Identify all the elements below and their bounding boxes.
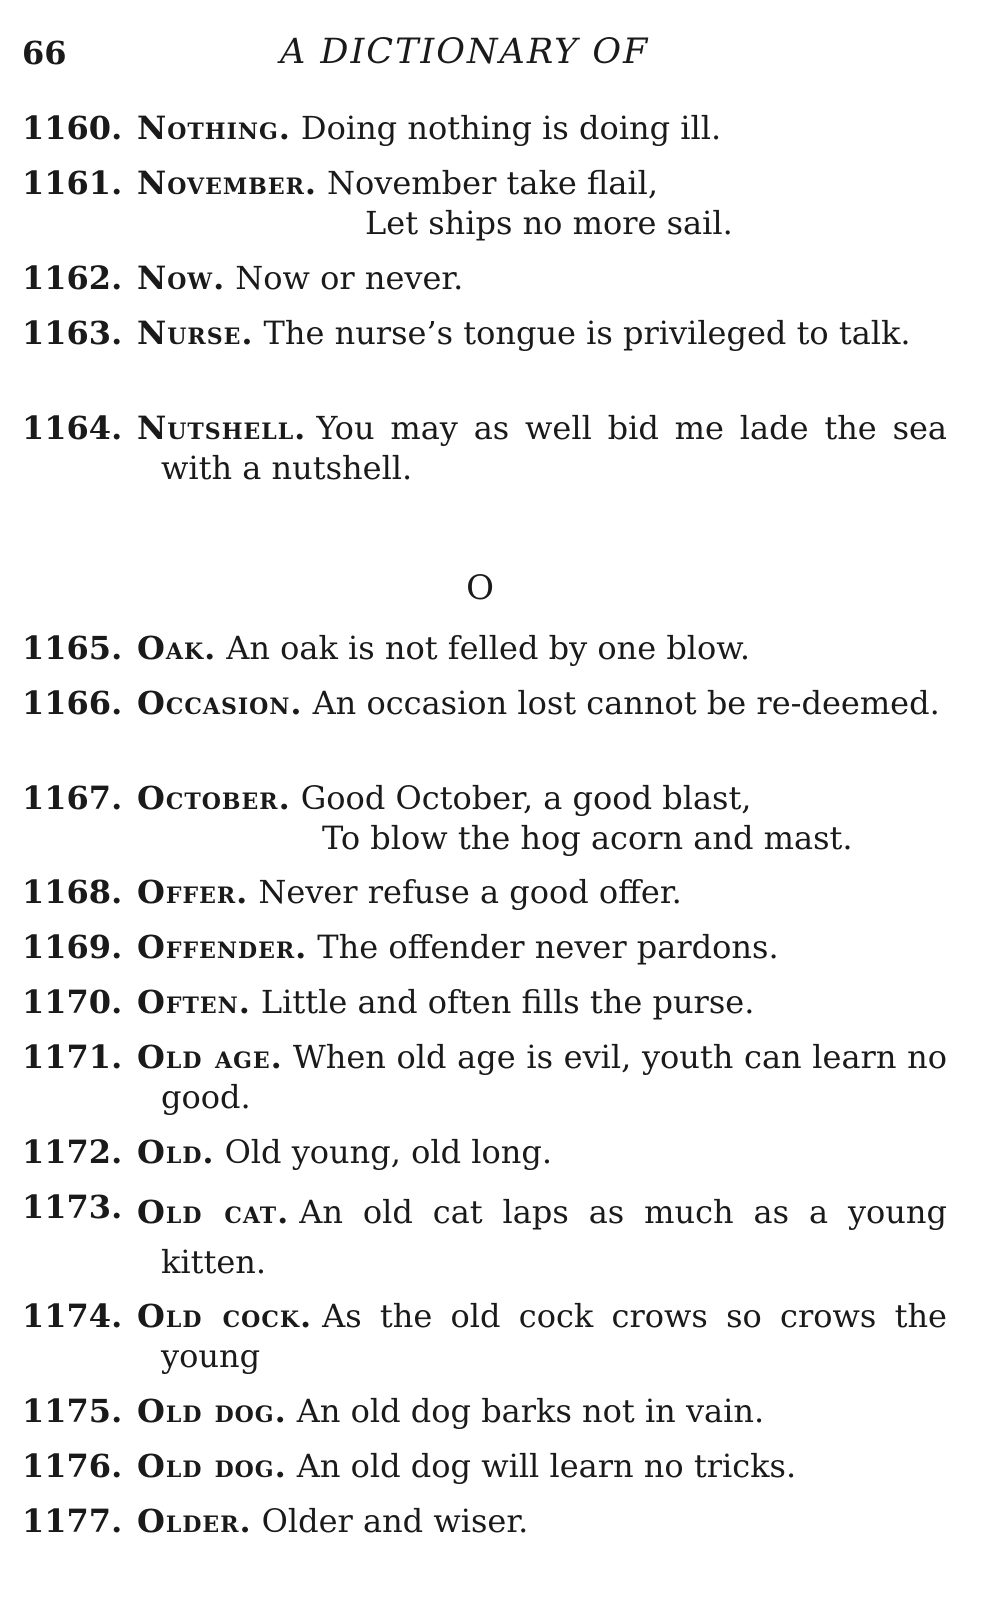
entry-text: When old age is evil, youth can learn no good.: [161, 1038, 947, 1116]
entry-text: The offender never pardons.: [317, 928, 779, 966]
entry-1166: [22, 683, 947, 723]
entry-text: Old young, old long.: [224, 1133, 552, 1171]
entry-text: An old dog will learn no tricks.: [296, 1447, 797, 1485]
entry-headword: Nutshell.: [137, 409, 307, 447]
entry-1174: [22, 1296, 947, 1376]
running-title: A DICTIONARY OF: [280, 32, 650, 72]
entry-number: 1162.: [22, 259, 123, 297]
entry-number: 1164.: [22, 409, 123, 447]
entry-number: 1169.: [22, 928, 123, 966]
entry-headword: Old cat.: [137, 1193, 290, 1231]
entry-1175: [22, 1391, 947, 1431]
entry-text: Little and often fills the purse.: [260, 983, 755, 1021]
entry-1172: [22, 1132, 947, 1172]
entry-number: 1165.: [22, 629, 123, 667]
section-letter-heading: O: [466, 568, 494, 608]
entry-headword: Old cock.: [137, 1297, 313, 1335]
entry-headword: Old dog.: [137, 1392, 287, 1430]
entry-headword: Now.: [137, 259, 226, 297]
entry-number: 1161.: [22, 164, 123, 202]
entry-text: Older and wiser.: [261, 1502, 529, 1540]
entry-text: An old dog barks not in vain.: [296, 1392, 765, 1430]
entry-headword: November.: [137, 164, 318, 202]
entry-1165: [22, 628, 947, 668]
entry-text: Never refuse a good offer.: [258, 873, 682, 911]
entry-text: The nurse’s tongue is privileged to talk.: [263, 314, 911, 352]
entry-number: 1171.: [22, 1038, 123, 1076]
entry-verse-line-1: Good October, a good blast,: [300, 779, 752, 817]
entry-number: 1166.: [22, 684, 123, 722]
entry-number: 1168.: [22, 873, 123, 911]
entry-1167: [22, 778, 947, 858]
entry-1169: [22, 927, 947, 967]
entry-1171: [22, 1037, 947, 1117]
entry-headword: Old dog.: [137, 1447, 287, 1485]
entry-number: 1163.: [22, 314, 123, 352]
entry-text: Doing nothing is doing ill.: [300, 109, 722, 147]
entry-text: Now or never.: [235, 259, 464, 297]
entry-headword: October.: [137, 779, 291, 817]
entry-headword: Offender.: [137, 928, 308, 966]
entry-headword: Offer.: [137, 873, 249, 911]
entry-1162: [22, 258, 947, 298]
entry-verse-line-2: To blow the hog acorn and mast.: [322, 819, 853, 857]
entry-1168: [22, 872, 947, 912]
entry-headword: Older.: [137, 1502, 252, 1540]
entry-1164: [22, 408, 947, 488]
entry-1170: [22, 982, 947, 1022]
entry-number: 1167.: [22, 779, 123, 817]
entry-headword: Nothing.: [137, 109, 291, 147]
entry-headword: Occasion.: [137, 684, 303, 722]
entry-text: An old cat laps as much as a young kitten.: [161, 1193, 948, 1281]
entry-text: An oak is not felled by one blow.: [226, 629, 751, 667]
entry-number: 1176.: [22, 1447, 123, 1485]
entry-headword: Nurse.: [137, 314, 254, 352]
page-header: [0, 30, 1000, 80]
entry-headword: Often.: [137, 983, 251, 1021]
entry-number: 1174.: [22, 1297, 123, 1335]
entry-number: 1173.: [22, 1188, 123, 1226]
entry-1176: [22, 1446, 947, 1486]
entry-number: 1160.: [22, 109, 123, 147]
entry-1161: [22, 163, 947, 243]
page-number: 66: [22, 34, 67, 72]
entry-text: You may as well bid me lade the sea with a nutshell.: [161, 409, 947, 487]
entry-number: 1170.: [22, 983, 123, 1021]
entry-headword: Oak.: [137, 629, 217, 667]
entry-number: 1175.: [22, 1392, 123, 1430]
entry-verse-line-1: November take flail,: [327, 164, 659, 202]
entry-1177: [22, 1501, 947, 1541]
entry-headword: Old age.: [137, 1038, 283, 1076]
entry-text: As the old cock crows so crows the young: [161, 1297, 947, 1375]
entry-verse-line-2: Let ships no more sail.: [365, 204, 733, 242]
entry-number: 1177.: [22, 1502, 123, 1540]
entry-1163: [22, 313, 947, 353]
entry-1160: [22, 108, 947, 148]
entry-headword: Old.: [137, 1133, 215, 1171]
entry-text: An occasion lost cannot be re-deemed.: [312, 684, 940, 722]
entry-number: 1172.: [22, 1133, 123, 1171]
entry-1173: [22, 1187, 947, 1287]
